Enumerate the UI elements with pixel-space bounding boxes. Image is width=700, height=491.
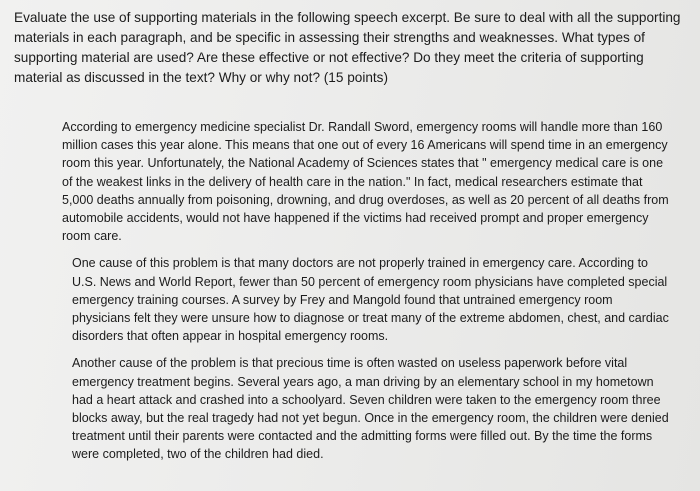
excerpt-paragraph-2: One cause of this problem is that many doctors are not properly trained in emergency care. According to U.S. News and World Report, fewer than 50 percent of emergency room physicians have completed special emergency training courses. A survey by Frey and Mangold found that untrained emergency room physicians felt they were unsure how to diagnose or treat many of the extreme abdomen, chest, and cardiac disorders that often appear in hospital emergency rooms. <box>72 256 669 344</box>
question-prompt: Evaluate the use of supporting materials in the following speech excerpt. Be sure to deal with all the supporting materials in each paragraph, and be specific in assessing their strengths and weaknesses. What types of supporting material are used? Are these effective or not effective? Do they meet the criteria of supporting material as discussed in the text? Why or why not? (15 points) <box>14 10 681 85</box>
speech-excerpt <box>62 118 674 473</box>
excerpt-paragraph-1: According to emergency medicine specialist Dr. Randall Sword, emergency rooms will handle more than 160 million cases this year alone. This means that one out of every 16 Americans will spend time in an emergency room this year. Unfortunately, the National Academy of Sciences states that " emergency medical care is one of the weakest links in the delivery of health care in the nation." In fact, medical researchers estimate that 5,000 deaths annually from poisoning, drowning, and drug overdoses, as well as 20 percent of all deaths from automobile accidents, would not have happened if the victims had received prompt and proper emergency room care. <box>62 120 669 244</box>
excerpt-paragraph-3: Another cause of the problem is that precious time is often wasted on useless paperwork before vital emergency treatment begins. Several years ago, a man driving by an elementary school in my hometown had a heart attack and crashed into a schoolyard. Seven children were taken to the emergency room three blocks away, but the real tragedy had not yet begun. Once in the emergency room, the children were denied treatment until their parents were contacted and the admitting forms were filled out. By the time the forms were completed, two of the children had died. <box>72 356 669 462</box>
